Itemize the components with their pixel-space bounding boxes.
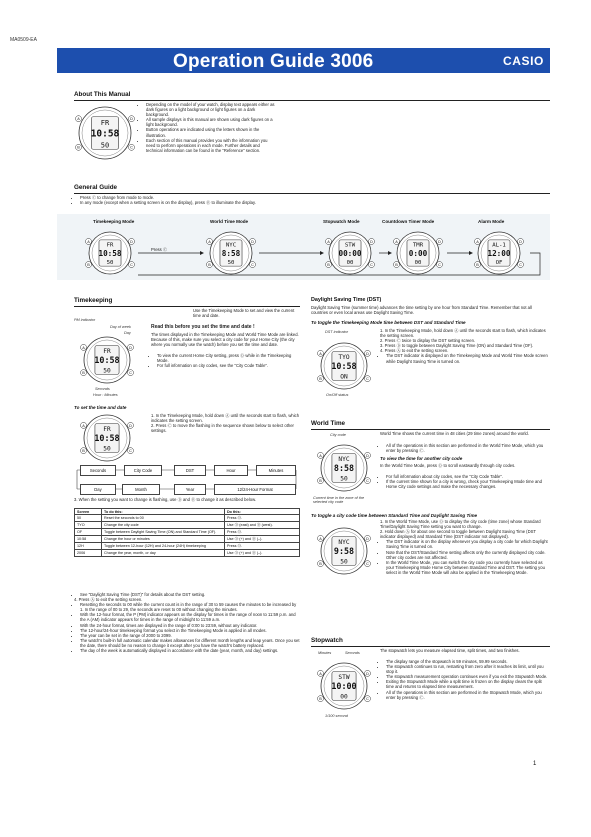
button-c-icon bbox=[365, 376, 371, 382]
svg-text:D: D bbox=[519, 239, 522, 244]
dst-step: • The DST indicator is displayed on the Timekeeping Mode and World Time Mode screen while Daylight Saving Time is turned on. bbox=[386, 353, 550, 363]
svg-text:B: B bbox=[319, 562, 322, 567]
set-time-step: 1. In the Timekeeping Mode, hold down Ⓐ until the seconds start to flash, which indicates the setting screen. bbox=[151, 413, 300, 424]
read-before-bullet: • To view the current Home City setting, press Ⓓ while in the Timekeeping Mode. bbox=[157, 353, 301, 363]
button-d-icon bbox=[365, 670, 371, 676]
table-header: To do this: bbox=[102, 509, 225, 515]
svg-text:B: B bbox=[208, 262, 211, 267]
svg-text:A: A bbox=[82, 423, 85, 428]
read-before-body: The times displayed in the Timekeeping Mode and World Time Mode are linked. Because of this, make sure you select a city code for your Home City (the city where you normally use the watch) before you set the time and date. bbox=[151, 332, 299, 348]
svg-text:A: A bbox=[82, 345, 85, 350]
timekeeping-mode-watch bbox=[82, 229, 138, 277]
seq-dst: DST bbox=[174, 465, 206, 476]
button-a-icon bbox=[318, 350, 324, 356]
settings-table bbox=[74, 508, 300, 557]
about-heading: About This Manual bbox=[74, 91, 131, 98]
svg-text:A: A bbox=[319, 536, 322, 541]
general-heading: General Guide bbox=[74, 184, 118, 191]
mode-label: World Time Mode bbox=[210, 219, 249, 224]
table-cell: Press Ⓓ. bbox=[225, 543, 300, 550]
svg-text:C: C bbox=[366, 562, 369, 567]
page-number: 1 bbox=[533, 761, 537, 767]
svg-text:D: D bbox=[438, 239, 441, 244]
svg-text:D: D bbox=[366, 536, 369, 541]
stopwatch-bullet: • The stopwatch measurement operation continues even if you exit the Stopwatch Mode. bbox=[386, 674, 550, 679]
svg-text:D: D bbox=[129, 423, 132, 428]
table-cell: 12H bbox=[75, 543, 102, 550]
watch-bottom-readout: 50 bbox=[106, 260, 114, 267]
view-city-bullet: • If the current time shown for a city is wrong, check your Timekeeping Mode time and Home City code settings and make the necessary changes. bbox=[386, 479, 550, 489]
table-row bbox=[75, 529, 300, 536]
day-of-week-label: Day of week bbox=[110, 325, 131, 329]
setting-sequence bbox=[74, 465, 301, 495]
svg-text:C: C bbox=[366, 479, 369, 484]
mode-arrows bbox=[138, 230, 550, 280]
svg-text:D: D bbox=[129, 345, 132, 350]
watch-bottom-readout: 50 bbox=[103, 367, 111, 375]
stopwatch-intro: The stopwatch lets you measure elapsed time, split times, and two finishes. bbox=[380, 648, 520, 653]
button-d-icon bbox=[129, 238, 135, 244]
seq-day: Day bbox=[80, 484, 116, 495]
on-off-status-label: On/Off status bbox=[326, 393, 349, 397]
watch-bottom-readout: 50 bbox=[103, 445, 111, 453]
watch-bottom-readout: 50 bbox=[100, 140, 110, 150]
svg-text:B: B bbox=[395, 262, 398, 267]
seq-month: Month bbox=[122, 484, 160, 495]
table-cell: Press Ⓓ. bbox=[225, 529, 300, 536]
watch-top-readout: STW bbox=[344, 242, 356, 249]
hundredth-second-label: 1/100 second bbox=[325, 714, 348, 718]
button-a-icon bbox=[318, 670, 324, 676]
timekeeping-note: • See "Daylight Saving Time (DST)" for details about the DST setting. bbox=[80, 592, 300, 597]
mode-label: Timekeeping Mode bbox=[93, 219, 135, 224]
general-rule bbox=[74, 193, 550, 194]
svg-text:B: B bbox=[77, 145, 80, 150]
watch-bottom-readout: 50 bbox=[227, 260, 235, 267]
stopwatch-bullet: • The display range of the stopwatch is 59 minutes, 59.99 seconds. bbox=[386, 659, 550, 664]
watch-bottom-readout: OF bbox=[495, 260, 503, 267]
svg-text:A: A bbox=[319, 453, 322, 458]
svg-text:B: B bbox=[87, 262, 90, 267]
table-cell: Toggle between 12-hour (12H) and 24-hour (24H) timekeeping bbox=[102, 543, 225, 550]
button-a-icon bbox=[318, 452, 324, 458]
watch-time-readout: 8:58 bbox=[221, 248, 241, 258]
watch-top-readout: TMR bbox=[412, 242, 424, 249]
svg-text:B: B bbox=[319, 479, 322, 484]
svg-text:C: C bbox=[129, 449, 132, 454]
view-city-heading: To view the time for another city code bbox=[380, 456, 463, 461]
general-bullet: • In any mode (except when a setting screen is on the display), press Ⓑ to illuminate the display. bbox=[80, 200, 374, 205]
svg-text:A: A bbox=[395, 239, 398, 244]
watch-top-readout: FR bbox=[100, 117, 110, 127]
timekeeping-note: • With the 12-hour format, the P (PM) indicator appears on the display for times in the range of noon to 11:59 p.m. and the A (AM) indicator appears for times in the range of midnight to 11:59 a.m. bbox=[80, 612, 300, 622]
seq-seconds: Seconds bbox=[80, 465, 116, 476]
about-text bbox=[140, 102, 276, 153]
view-city-body: In the World Time Mode, press Ⓓ to scroll eastwardly through city codes. bbox=[380, 463, 516, 468]
table-header: Screen bbox=[75, 509, 102, 515]
watch-time-readout: 10:58 bbox=[98, 248, 122, 258]
watch-bottom-readout: ON bbox=[340, 373, 348, 381]
watch-bottom-readout: 00 bbox=[340, 693, 348, 701]
timekeeping-intro: Use the Timekeeping Mode to set and view the current time and date. bbox=[193, 308, 295, 319]
mode-label: Stopwatch Mode bbox=[323, 219, 360, 224]
button-c-icon bbox=[365, 696, 371, 702]
world-time-watch bbox=[313, 442, 375, 494]
timekeeping-note: • The year can be set in the range of 2000 to 2099. bbox=[80, 633, 300, 638]
about-rule bbox=[74, 100, 550, 101]
table-cell: TYO bbox=[75, 522, 102, 529]
watch-time-readout: 10:00 bbox=[331, 681, 357, 692]
button-b-icon bbox=[81, 370, 87, 376]
toggle-city-steps bbox=[380, 519, 550, 575]
button-c-icon bbox=[128, 448, 134, 454]
svg-text:C: C bbox=[438, 262, 441, 267]
toggle-city-step: 1. In the World Time Mode, use Ⓓ to display the city code (time zone) whose Standard Time/Daylight Saving Time setting you want to change. bbox=[380, 519, 541, 530]
table-cell: 2006 bbox=[75, 550, 102, 557]
dst-toggle-heading: To toggle the Timekeeping Mode time between DST and Standard Time bbox=[311, 320, 466, 325]
set-time-step3: 3. When the setting you want to change is flashing, use Ⓓ and Ⓑ to change it as described below. bbox=[74, 497, 257, 502]
page-title: Operation Guide 3006 bbox=[173, 51, 374, 72]
button-b-icon bbox=[81, 448, 87, 454]
svg-text:C: C bbox=[366, 697, 369, 702]
svg-text:C: C bbox=[251, 262, 254, 267]
button-b-icon bbox=[318, 696, 324, 702]
seq-minutes: Minutes bbox=[256, 465, 296, 476]
button-c-icon bbox=[365, 561, 371, 567]
table-row bbox=[75, 543, 300, 550]
hour-minutes-label: Hour : Minutes bbox=[93, 393, 118, 397]
button-c-icon bbox=[365, 478, 371, 484]
world-time-intro: World Time shows the current time in 48 cities (29 time zones) around the world. bbox=[380, 431, 529, 436]
toggle-city-watch bbox=[313, 525, 375, 577]
watch-top-readout: AL-1 bbox=[492, 242, 506, 249]
table-cell: Change the hour or minutes bbox=[102, 536, 225, 543]
button-c-icon bbox=[128, 370, 134, 376]
dst-steps bbox=[380, 328, 550, 364]
city-code-label: City code bbox=[330, 433, 346, 437]
svg-text:A: A bbox=[87, 239, 90, 244]
table-row bbox=[75, 515, 300, 522]
world-time-bullet-block bbox=[380, 443, 550, 453]
pm-indicator-label: PM indicator bbox=[74, 318, 96, 322]
dst-watch bbox=[313, 340, 375, 392]
watch-time-readout: 10:58 bbox=[90, 128, 120, 140]
stopwatch-bullets bbox=[380, 659, 550, 700]
mode-label: Countdown Timer Mode bbox=[382, 219, 435, 224]
dst-step: 2. Press Ⓒ twice to display the DST setting screen. bbox=[380, 338, 476, 344]
button-d-icon bbox=[128, 422, 134, 428]
timekeeping-note: 4. Press Ⓐ to exit the setting screen. bbox=[74, 597, 143, 603]
watch-top-readout: NYC bbox=[338, 538, 350, 546]
table-cell: Use Ⓓ (east) and Ⓑ (west). bbox=[225, 522, 300, 529]
read-before-bullets bbox=[151, 353, 301, 368]
stopwatch-bullet: • All of the operations in this section are performed in the Stopwatch Mode, which you enter by pressing Ⓒ. bbox=[386, 690, 550, 700]
read-before-heading: Read this before you set the time and date ! bbox=[151, 324, 255, 330]
stopwatch-bullet: • The stopwatch continues to run, restarting from zero after it reaches its limit, until you stop it. bbox=[386, 664, 550, 674]
svg-text:C: C bbox=[130, 145, 133, 150]
table-cell: Use Ⓓ (+) and Ⓑ (–). bbox=[225, 550, 300, 557]
table-cell: Use Ⓓ (+) and Ⓑ (–). bbox=[225, 536, 300, 543]
dst-indicator-label: DST indicator bbox=[325, 330, 349, 334]
button-b-icon bbox=[76, 144, 82, 150]
svg-text:B: B bbox=[82, 449, 85, 454]
watch-time-readout: 12:00 bbox=[487, 248, 511, 258]
svg-text:D: D bbox=[370, 239, 373, 244]
svg-text:B: B bbox=[319, 377, 322, 382]
table-cell: OF bbox=[75, 529, 102, 536]
dst-step: 3. Press Ⓓ to toggle between Daylight Saving Time (ON) and Standard Time (OF). bbox=[380, 343, 534, 349]
watch-time-readout: 00:00 bbox=[338, 248, 362, 258]
stopwatch-watch bbox=[313, 660, 375, 712]
seq-hour: Hour bbox=[214, 465, 248, 476]
svg-text:C: C bbox=[519, 262, 522, 267]
table-row bbox=[75, 550, 300, 557]
timekeeping-note: • The 12-hour/24-hour timekeeping format you select in the Timekeeping Mode is applied in all modes. bbox=[80, 628, 300, 633]
watch-bottom-readout: 00 bbox=[414, 260, 422, 267]
watch-time-readout: 10:58 bbox=[331, 361, 357, 372]
button-d-icon bbox=[129, 116, 135, 122]
watch-time-readout: 8:58 bbox=[333, 463, 355, 474]
dst-intro: Daylight Saving Time (summer time) advances the time setting by one hour from Standard Time. Remember that not all countries or even local areas use Daylight Saving Time. bbox=[311, 305, 532, 316]
timekeeping-watch bbox=[76, 334, 138, 386]
stopwatch-bullet: • Exiting the Stopwatch Mode while a split time is frozen on the display clears the split time and returns to elapsed time measurement. bbox=[386, 679, 550, 689]
svg-text:D: D bbox=[251, 239, 254, 244]
set-time-watch bbox=[76, 412, 138, 464]
seq-format: 12/24-Hour Format bbox=[214, 484, 296, 495]
table-cell: Press Ⓓ. bbox=[225, 515, 300, 522]
svg-text:A: A bbox=[476, 239, 479, 244]
watch-top-readout: FR bbox=[106, 242, 114, 249]
button-b-icon bbox=[318, 478, 324, 484]
about-bullet: • All sample displays in this manual are shown using dark figures on a light background. bbox=[146, 117, 276, 127]
table-row bbox=[75, 536, 300, 543]
watch-bottom-readout: 50 bbox=[340, 475, 348, 483]
watch-top-readout: FR bbox=[103, 425, 111, 433]
seconds-label: Seconds bbox=[95, 387, 110, 391]
watch-top-readout: FR bbox=[103, 347, 111, 355]
world-time-rule bbox=[311, 429, 550, 430]
seconds-label: Seconds bbox=[345, 651, 360, 655]
minutes-label: Minutes bbox=[318, 651, 332, 655]
day-label: Day bbox=[124, 331, 131, 335]
watch-time-readout: 10:58 bbox=[94, 433, 120, 444]
svg-text:B: B bbox=[327, 262, 330, 267]
timekeeping-note: • The day of the week is automatically displayed in accordance with the date (year, month, and day) settings. bbox=[80, 648, 300, 653]
svg-text:D: D bbox=[130, 239, 133, 244]
timekeeping-note: • The watch's built-in full automatic calendar makes allowances for different month lengths and leap years. Once you set the date, there should be no reason to change it except after you have the watch's battery replaced. bbox=[80, 638, 300, 648]
title-bar bbox=[57, 48, 550, 73]
toggle-city-step: 2. Hold down Ⓐ for about one second to toggle between Daylight Saving Time (DST indicator displayed) and Standard Time (DST indicator not displayed). bbox=[380, 529, 536, 540]
svg-text:D: D bbox=[366, 453, 369, 458]
button-c-icon bbox=[129, 144, 135, 150]
toggle-city-heading: To toggle a city code time between Standard Time and Daylight Saving Time bbox=[311, 513, 478, 518]
table-cell: Change the year, month, or day bbox=[102, 550, 225, 557]
svg-text:B: B bbox=[82, 371, 85, 376]
dst-step: 4. Press Ⓐ to exit the setting screen. bbox=[380, 348, 449, 354]
dst-heading: Daylight Saving Time (DST) bbox=[311, 297, 382, 303]
toggle-city-step: • In the World Time Mode, you can switch the city code you currently have selected as your Timekeeping Mode Home City between Standard Time and DST. The setting you select in the World Time Mode will also be applied in the Timekeeping Mode. bbox=[386, 560, 550, 575]
button-d-icon bbox=[365, 452, 371, 458]
table-cell: Change the city code bbox=[102, 522, 225, 529]
svg-text:B: B bbox=[319, 697, 322, 702]
press-c-label: Press Ⓒ bbox=[151, 247, 168, 252]
button-b-icon bbox=[86, 262, 92, 268]
table-cell: 50 bbox=[75, 515, 102, 522]
dst-step: 1. In the Timekeeping Mode, hold down Ⓐ until the seconds start to flash, which indicates the setting screen. bbox=[380, 328, 546, 339]
seq-city-code: City Code bbox=[124, 465, 162, 476]
set-time-step: 2. Press Ⓒ to move the flashing in the sequence shown below to select other settings. bbox=[151, 423, 294, 434]
general-bullet: • Press Ⓒ to change from mode to mode. bbox=[80, 195, 374, 200]
set-time-steps bbox=[151, 413, 301, 433]
svg-text:A: A bbox=[208, 239, 211, 244]
brand-logo: CASIO bbox=[502, 54, 544, 68]
watch-time-readout: 10:58 bbox=[94, 355, 120, 366]
watch-time-readout: 9:58 bbox=[333, 546, 355, 557]
button-d-icon bbox=[365, 350, 371, 356]
svg-text:C: C bbox=[366, 377, 369, 382]
svg-text:D: D bbox=[366, 671, 369, 676]
table-header: Do this: bbox=[225, 509, 300, 515]
set-time-heading: To set the time and date bbox=[74, 405, 127, 410]
general-text bbox=[74, 195, 374, 205]
timekeeping-rule bbox=[74, 306, 300, 307]
svg-text:A: A bbox=[319, 351, 322, 356]
stopwatch-heading: Stopwatch bbox=[311, 637, 343, 644]
table-cell: Reset the seconds to 00 bbox=[102, 515, 225, 522]
about-bullet: • Each section of this manual provides you with the information you need to perform operations in each mode. Further details and technical information can be found in the "Reference" section. bbox=[146, 138, 276, 153]
timekeeping-note: • With the 24-hour format, times are displayed in the range of 0:00 to 23:59, without any indicator. bbox=[80, 623, 300, 628]
svg-text:C: C bbox=[130, 262, 133, 267]
svg-text:B: B bbox=[476, 262, 479, 267]
current-time-label: Current time in the zone of the selected city code bbox=[313, 496, 365, 504]
about-bullet: • Depending on the model of your watch, display text appears either as dark figures on a light background or light figures on a dark background. bbox=[146, 102, 276, 117]
watch-top-readout: TYO bbox=[338, 353, 350, 361]
view-city-bullet: • For full information about city codes, see the "City Code Table". bbox=[386, 474, 550, 479]
svg-text:A: A bbox=[327, 239, 330, 244]
button-a-icon bbox=[318, 535, 324, 541]
button-a-icon bbox=[81, 422, 87, 428]
table-cell: 10:58 bbox=[75, 536, 102, 543]
stopwatch-rule bbox=[311, 646, 550, 647]
button-c-icon bbox=[129, 262, 135, 268]
watch-bottom-readout: 00 bbox=[346, 260, 354, 267]
watch-top-readout: STW bbox=[338, 673, 350, 681]
svg-text:A: A bbox=[77, 117, 80, 122]
table-cell: Toggle between Daylight Saving Time (ON) and Standard Time (OF). bbox=[102, 529, 225, 536]
view-city-bullets bbox=[380, 474, 550, 489]
svg-text:C: C bbox=[129, 371, 132, 376]
button-d-icon bbox=[365, 535, 371, 541]
document-code: MA0509-EA bbox=[10, 37, 37, 43]
watch-top-readout: NYC bbox=[338, 455, 350, 463]
svg-text:D: D bbox=[130, 117, 133, 122]
read-before-bullet: • For full information on city codes, see the "City Code Table". bbox=[157, 363, 301, 368]
seq-year: Year bbox=[174, 484, 206, 495]
button-a-icon bbox=[81, 344, 87, 350]
timekeeping-note: • Resetting the seconds to 00 while the current count is in the range of 30 to 59 causes the minutes to be increased by 1. In the range of 00 to 29, the seconds are reset to 00 without changing the minutes. bbox=[80, 602, 300, 612]
button-a-icon bbox=[76, 116, 82, 122]
watch-bottom-readout: 50 bbox=[340, 558, 348, 566]
button-d-icon bbox=[128, 344, 134, 350]
table-row bbox=[75, 522, 300, 529]
svg-text:A: A bbox=[319, 671, 322, 676]
button-b-icon bbox=[318, 561, 324, 567]
world-time-bullet: • All of the operations in this section are performed in the World Time Mode, which you enter by pressing Ⓒ. bbox=[386, 443, 550, 453]
toggle-city-step: • Note that the DST/Standard Time setting affects only the currently displayed city code. Other city codes are not affected. bbox=[386, 550, 550, 560]
about-bullet: • Button operations are indicated using the letters shown in the illustration. bbox=[146, 127, 276, 137]
timekeeping-heading: Timekeeping bbox=[74, 297, 113, 304]
svg-text:D: D bbox=[366, 351, 369, 356]
timekeeping-notes bbox=[74, 592, 300, 653]
svg-text:C: C bbox=[370, 262, 373, 267]
watch-top-readout: NYC bbox=[225, 242, 237, 249]
button-b-icon bbox=[318, 376, 324, 382]
about-watch bbox=[74, 104, 136, 162]
mode-label: Alarm Mode bbox=[478, 219, 505, 224]
world-time-heading: World Time bbox=[311, 420, 346, 427]
watch-time-readout: 0:00 bbox=[408, 248, 428, 258]
button-a-icon bbox=[86, 238, 92, 244]
toggle-city-step: • The DST indicator is on the display whenever you display a city code for which Daylight Saving Time is turned on. bbox=[386, 539, 550, 549]
